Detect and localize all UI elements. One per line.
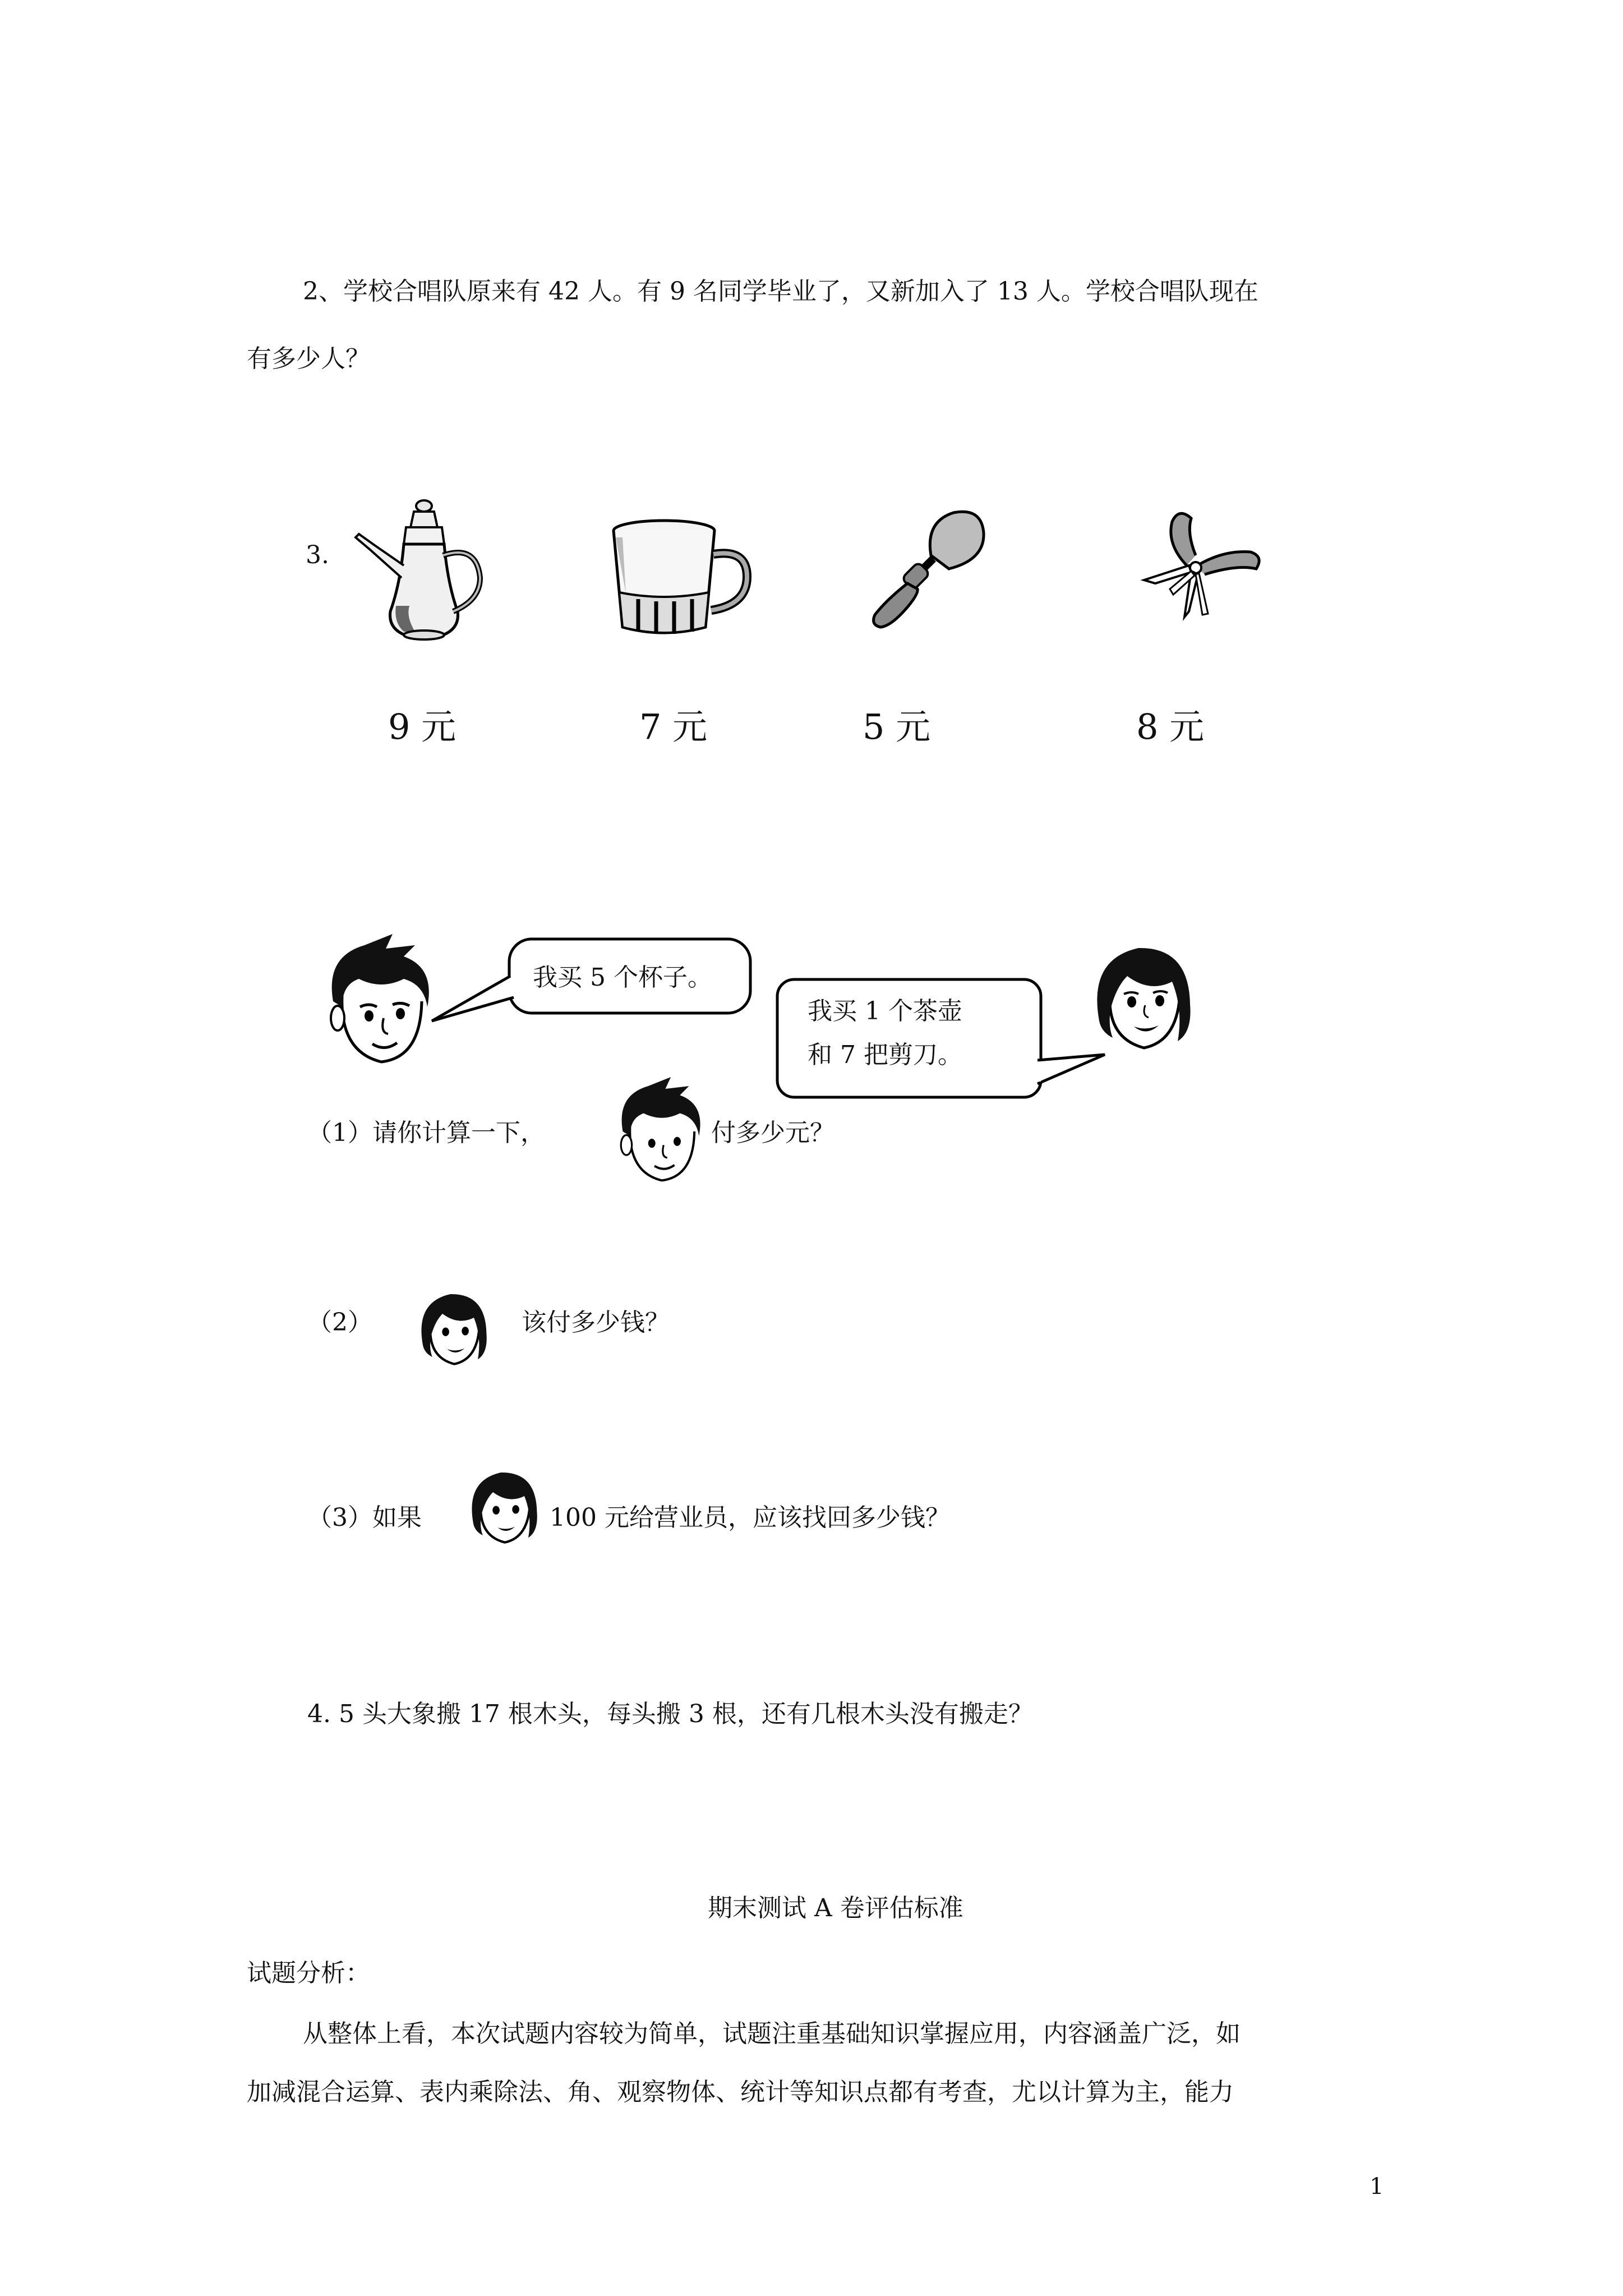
question-2-prefix: （2）: [307, 1308, 372, 1337]
evaluation-title: 期末测试 A 卷评估标准: [708, 1894, 963, 1922]
evaluation-paragraph-line-1: 从整体上看，本次试题内容较为简单，试题注重基础知识掌握应用，内容涵盖广泛，如: [303, 2019, 1241, 2048]
problem-3-number: 3.: [306, 541, 329, 569]
evaluation-paragraph-line-2: 加减混合运算、表内乘除法、角、观察物体、统计等知识点都有考查，尤以计算为主，能力: [247, 2078, 1234, 2106]
price-scissors: 8 元: [1136, 706, 1205, 747]
page-number: 1: [1370, 2174, 1384, 2200]
question-1-prefix: （1）请你计算一下，: [307, 1119, 545, 1147]
question-2-suffix: 该付多少钱？: [522, 1308, 670, 1337]
price-teapot: 9 元: [388, 706, 457, 747]
girl-face-icon: [1088, 942, 1200, 1055]
cup-icon: [606, 515, 757, 644]
evaluation-section-label: 试题分析：: [247, 1959, 370, 1987]
problem-2-line-1: 2、学校合唱队原来有 42 人。有 9 名同学毕业了，又新加入了 13 人。学校合唱队现在: [303, 277, 1258, 306]
question-3-suffix: 100 元给营业员，应该找回多少钱？: [550, 1503, 950, 1532]
girl-speech-line-1: 我买 1 个茶壶: [808, 997, 962, 1025]
teapot-icon: [348, 494, 494, 645]
boy-speech-text: 我买 5 个杯子。: [533, 963, 712, 992]
question-1-suffix: 付多少元？: [711, 1119, 834, 1147]
price-cup: 7 元: [639, 706, 708, 747]
problem-2-line-2: 有多少人？: [247, 344, 370, 373]
price-trowel: 5 元: [863, 706, 931, 747]
trowel-icon: [864, 505, 993, 634]
scissors-icon: [1133, 499, 1267, 628]
question-3-prefix: （3）如果: [307, 1503, 422, 1532]
girl-face-small-icon: [415, 1290, 494, 1369]
boy-face-icon: [325, 934, 437, 1066]
boy-face-small-icon: [611, 1077, 712, 1184]
problem-4: 4. 5 头大象搬 17 根木头，每头搬 3 根，还有几根木头没有搬走？: [307, 1700, 1033, 1728]
girl-speech-line-2: 和 7 把剪刀。: [808, 1041, 962, 1069]
girl-face-small-icon-2: [465, 1469, 544, 1547]
